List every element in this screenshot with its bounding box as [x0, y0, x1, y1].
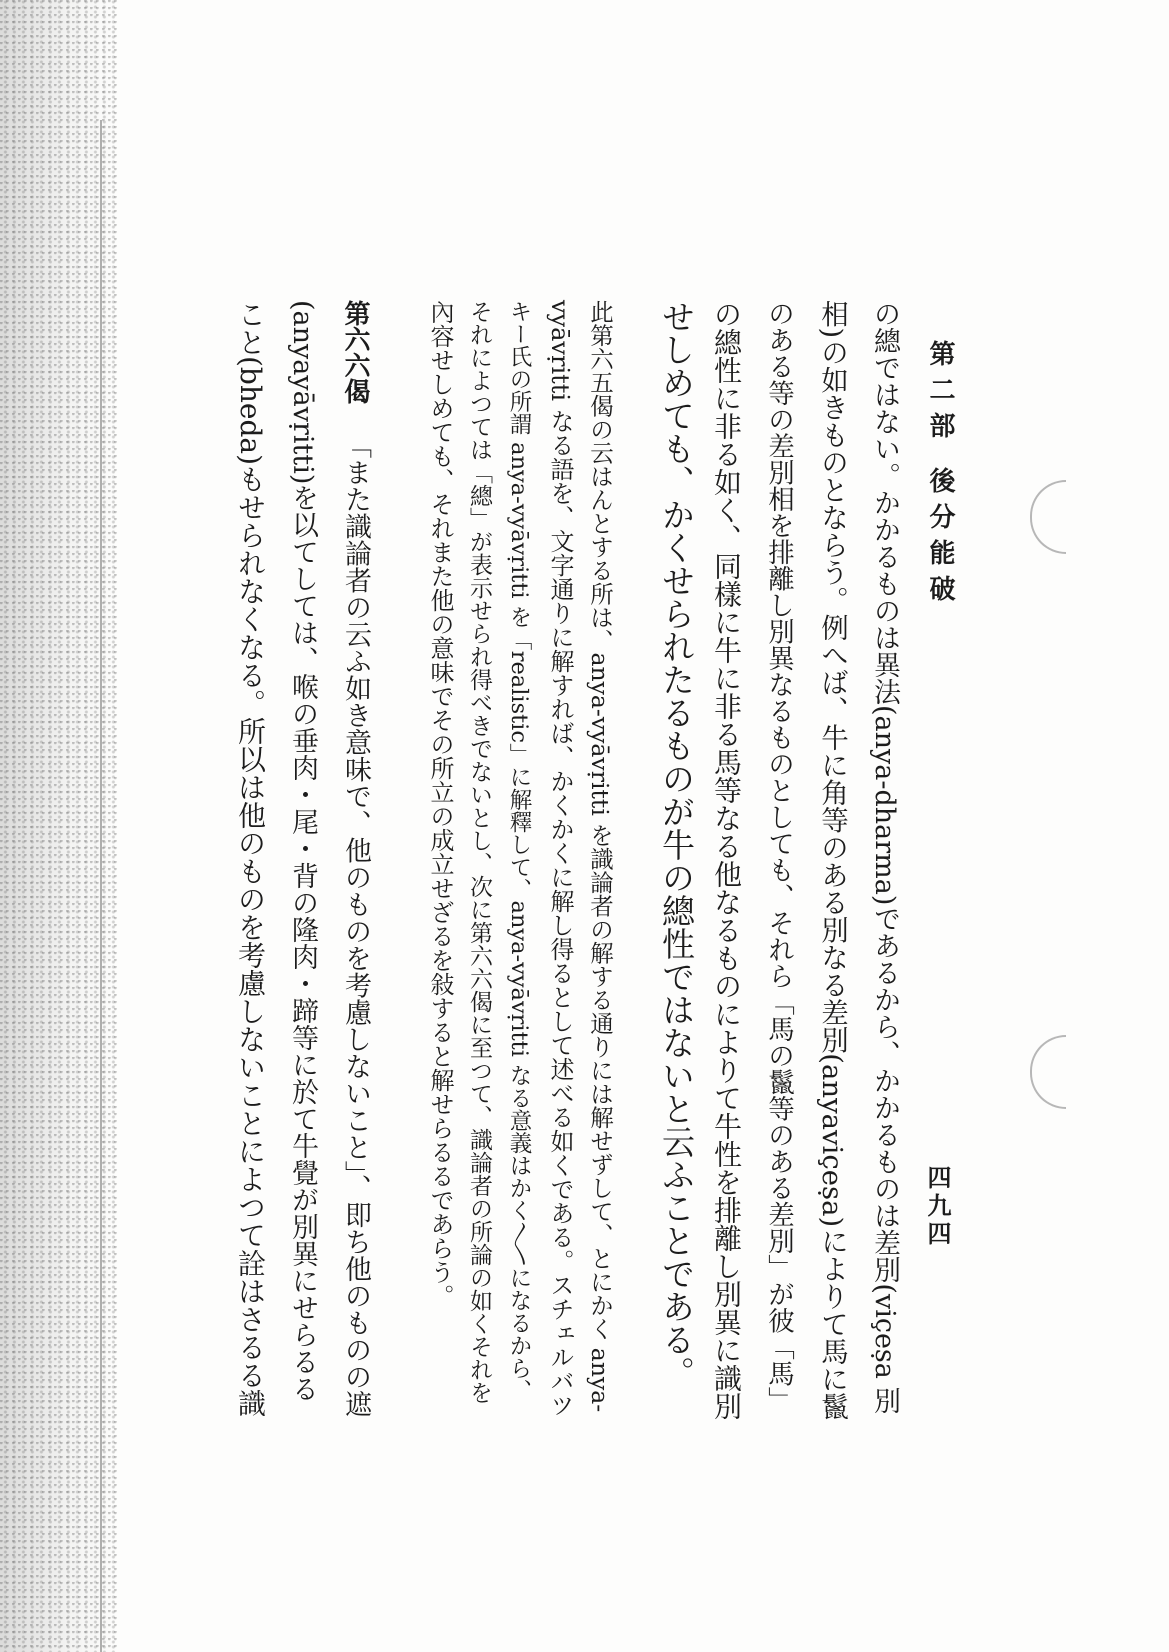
text-line-content: 內容せしめても、それまた他の意味でその所立の成立せざるを敍すると解せらるるであらう。	[426, 300, 454, 1308]
text-line	[230, 300, 270, 1420]
text-line	[336, 300, 375, 1420]
verse-label: 第六六偈	[340, 300, 370, 404]
text-line-content: の總性に非る如く、同樣に牛に非る馬等なる他なるものによりて牛性を排離し別異に識別	[710, 300, 743, 1420]
text-line-content: (anyayāvṛitti)を以てしては、喉の垂肉・尾・背の隆肉・蹄等に於て牛覺が別異にせらるる	[287, 300, 318, 1403]
text-line	[463, 300, 496, 1420]
text-line-content: のある等の差別相を排離し別異なるものとしても、それら「馬の鬣等のある差別」が彼「馬」	[763, 300, 794, 1413]
text-line	[812, 300, 852, 1420]
running-header-part-title: 第二部 後分能破	[925, 340, 955, 612]
text-line-content: 「また識論者の云ふ如き意味で、他のものを考慮しないこと」、即ち他のものの遮	[340, 445, 371, 1417]
text-line-content: せしめても、かくせられたるものが牛の總性ではないと云ふことである。	[657, 300, 696, 1389]
text-line	[583, 300, 617, 1420]
text-line	[653, 300, 700, 1420]
scan-binding-shadow	[0, 0, 120, 1652]
text-line	[706, 300, 746, 1420]
punch-hole-icon	[1030, 480, 1066, 554]
text-line-content: それによつては「總」が表示せられ得べきでないとし、次に第六六偈に至つて、識論者の所論の如くそれを	[466, 300, 492, 1404]
page-number: 四九四	[923, 1165, 952, 1249]
text-line-content: キー氏の所謂 anya-vyāvṛitti を「realistic」に解釋して、anya-vyāvṛitti なる意義はかく〳〵になるから、	[506, 300, 532, 1402]
text-line-content: vyāvṛitti なる語を、文字通りに解すれば、かくかくに解し得るとして述べる如くである。スチェルバツ	[546, 300, 574, 1417]
text-line-content: こと(bheda)もせられなくなる。所以は他のものを考慮しないことによつて詮はさるる識	[234, 300, 267, 1417]
text-line	[865, 300, 904, 1420]
text-line	[503, 300, 535, 1420]
punch-hole-icon	[1030, 1035, 1066, 1109]
text-line	[759, 300, 798, 1420]
text-line	[423, 300, 458, 1420]
text-line	[543, 300, 578, 1420]
text-line-content: 此第六五偈の云はんとする所は、anya-vyāvṛitti を識論者の解する通りには解せずして、とにかく anya-	[586, 300, 614, 1413]
text-line-content: 相)の如きものとならう。例へば、牛に角等のある別なる差別(anyaviçeṣa)によりて馬に鬣	[816, 300, 848, 1420]
binding-line	[100, 120, 102, 1652]
text-line	[283, 300, 322, 1420]
text-line-content: の總ではない。かかるものは異法(anya-dharma)であるから、かかるものは差別(viçeṣa 別	[869, 300, 900, 1415]
